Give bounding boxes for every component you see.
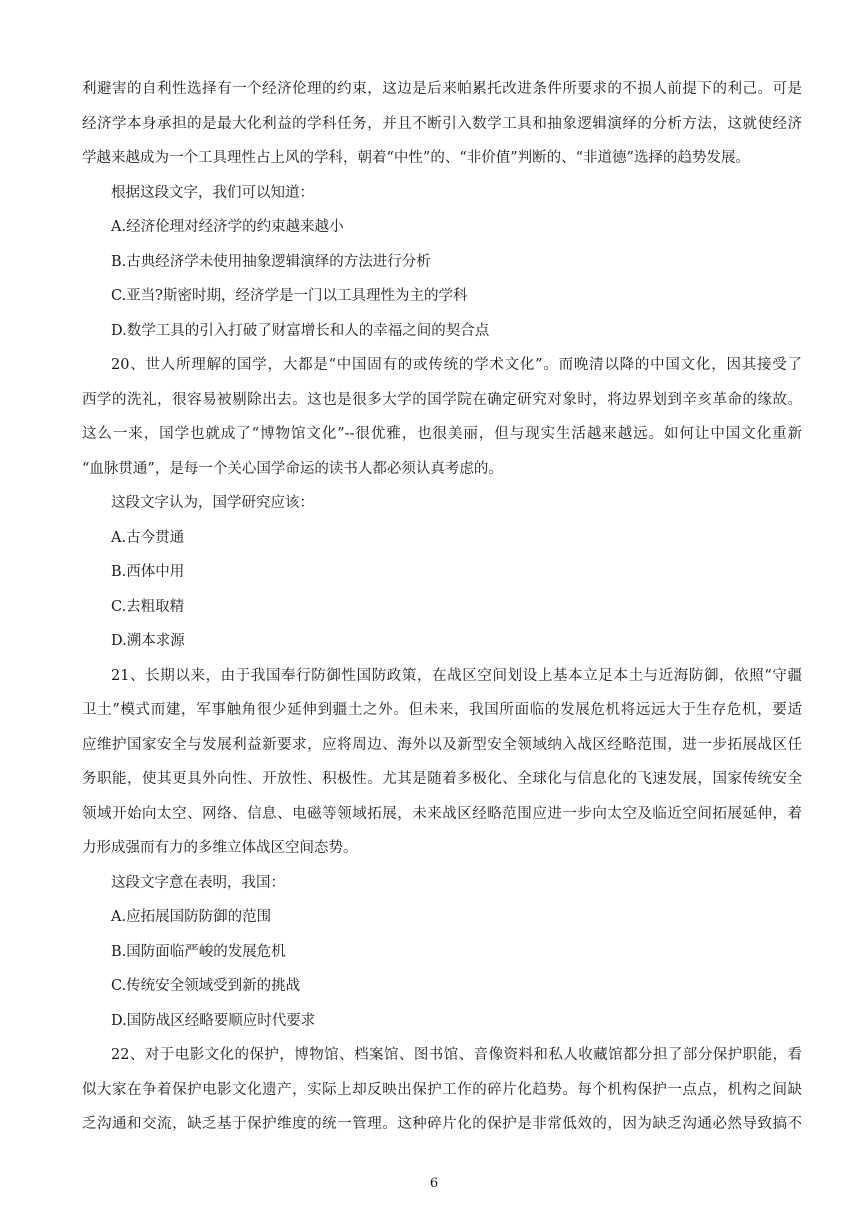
option-c: C.去粗取精 [111, 598, 185, 615]
paragraph-line: 这么一来，国学也就成了“博物馆文化”--很优雅，也很美丽，但与现实生活越来越远。如何让中国文化重新 [82, 426, 802, 442]
paragraph-line: 利避害的自利性选择有一个经济伦理的约束，这边是后来帕累托改进条件所要求的不损人前提下的利己。可是 [82, 81, 802, 97]
paragraph-line: “血脉贯通”，是每一个关心国学命运的读书人都必须认真考虑的。 [82, 460, 503, 477]
paragraph-line: 学越来越成为一个工具理性占上风的学科，朝着“中性”的、“非价值”判断的、“非道德”选择的趋势发展。 [82, 150, 750, 166]
paragraph-line: 乏沟通和交流，缺乏基于保护维度的统一管理。这种碎片化的保护是非常低效的，因为缺乏沟通必然导致搞不 [82, 1116, 802, 1132]
paragraph-line: 西学的洗礼，很容易被剔除出去。这也是很多大学的国学院在确定研究对象时，将边界划到辛亥革命的缘故。 [82, 391, 802, 408]
option-b: B.国防面临严峻的发展危机 [111, 943, 286, 960]
paragraph-line: 卫土”模式而建，军事触角很少延伸到疆土之外。但未来，我国所面临的发展危机将远远大于生存危机，要适 [82, 702, 802, 718]
paragraph-line: 应维护国家安全与发展利益新要求，应将周边、海外以及新型安全领域纳入战区经略范围，进一步拓展战区任 [82, 736, 802, 753]
question-stem: 这段文字意在表明，我国： [111, 874, 285, 891]
option-d: D.溯本求源 [111, 633, 185, 649]
option-a: A.经济伦理对经济学的约束越来越小 [111, 219, 344, 235]
paragraph-line: 21、长期以来，由于我国奉行防御性国防政策，在战区空间划设上基本立足本土与近海防御，依照“守疆 [111, 667, 802, 684]
option-a: A.应拓展国防防御的范围 [111, 909, 272, 925]
option-b: B.古典经济学未使用抽象逻辑演绎的方法进行分析 [111, 253, 431, 270]
paragraph-line: 领域开始向太空、网络、信息、电磁等领域拓展，未来战区经略范围应进一步向太空及临近空间拓展延伸，着 [82, 805, 802, 822]
paragraph-line: 22、对于电影文化的保护，博物馆、档案馆、图书馆、音像资料和私人收藏馆都分担了部分保护职能，看 [111, 1047, 802, 1063]
page-number: 6 [429, 1176, 439, 1191]
page-content [82, 72, 802, 1142]
option-b: B.西体中用 [111, 564, 185, 580]
option-d: D.数学工具的引入打破了财富增长和人的幸福之间的契合点 [111, 322, 490, 339]
paragraph-line: 力形成强而有力的多维立体战区空间态势。 [82, 840, 358, 856]
paragraph-line: 经济学本身承担的是最大化利益的学科任务，并且不断引入数学工具和抽象逻辑演绎的分析方法，这就使经济 [82, 115, 802, 132]
question-stem: 这段文字认为，国学研究应该： [111, 495, 314, 511]
option-c: C.亚当?斯密时期，经济学是一门以工具理性为主的学科 [111, 288, 468, 304]
option-c: C.传统安全领域受到新的挑战 [111, 978, 301, 994]
question-stem: 根据这段文字，我们可以知道： [111, 184, 314, 201]
paragraph-line: 似大家在争着保护电影文化遗产，实际上却反映出保护工作的碎片化趋势。每个机构保护一点点，机构之间缺 [82, 1081, 802, 1098]
option-d: D.国防战区经略要顺应时代要求 [111, 1012, 316, 1029]
paragraph-line: 20、世人所理解的国学，大都是“中国固有的或传统的学术文化”。而晚清以降的中国文化，因其接受了 [111, 357, 802, 373]
paragraph-line: 务职能，使其更具外向性、开放性、积极性。尤其是随着多极化、全球化与信息化的飞速发展，国家传统安全 [82, 771, 802, 787]
option-a: A.古今贯通 [111, 529, 185, 546]
